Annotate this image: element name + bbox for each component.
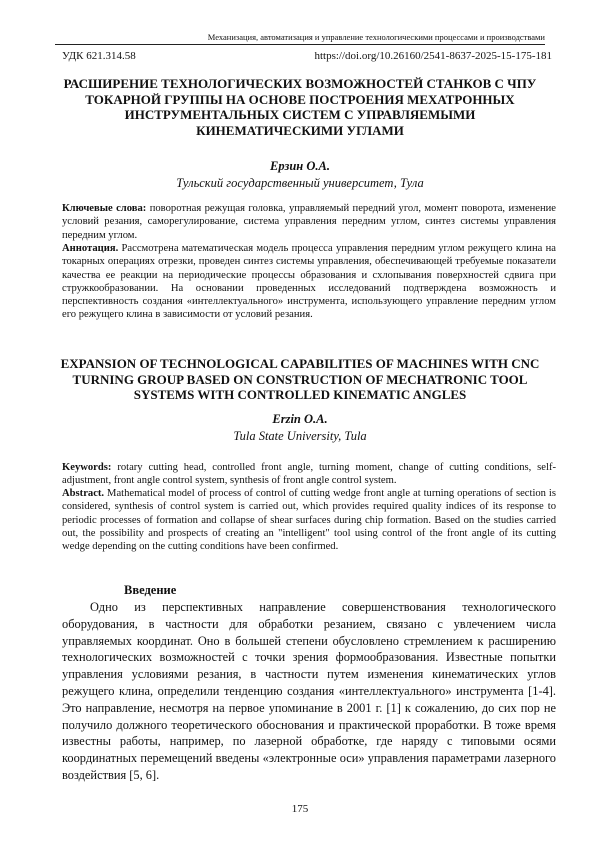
abstract-russian <box>62 242 556 322</box>
title-russian: РАСШИРЕНИЕ ТЕХНОЛОГИЧЕСКИХ ВОЗМОЖНОСТЕЙ СТАНКОВ С ЧПУ ТОКАРНОЙ ГРУППЫ НА ОСНОВЕ ПОСТРОЕНИЯ МЕХАТРОННЫХ ИНСТРУМЕНТАЛЬНЫХ СИСТЕМ С УПРАВЛЯЕМЫМИ КИНЕМАТИЧЕСКИМИ УГЛАМИ <box>55 76 545 138</box>
affiliation-russian: Тульский государственный университет, Тула <box>0 176 600 191</box>
author-english: Erzin O.A. <box>0 412 600 427</box>
abstract-label-russian: Аннотация. <box>62 243 118 254</box>
abstract-text-russian: Рассмотрена математическая модель процесса управления передним углом режущего клина на токарных операциях отрезки, проведен синтез системы управления, обеспечивающей требуемые показатели качества ее реакции на периодические процессы образования и схлопывания поверхностей сдвига при стружкообразовании. На основании проведенных исследований подтверждена возможность и перспективность создания «интеллектуального» инструмента, использующего управление передним углом его режущего клина в зависимости от условий резания. <box>62 243 556 320</box>
paper-page <box>0 0 600 849</box>
keywords-text-english: rotary cutting head, controlled front angle, turning moment, change of cutting conditions, self-adjustment, front angle control system, synthesis of front angle control system. <box>62 462 556 486</box>
running-head: Механизация, автоматизация и управление технологическими процессами и производствами <box>208 32 545 42</box>
udc-code: УДК 621.314.58 <box>62 50 136 62</box>
header-divider <box>55 44 545 45</box>
abstract-label-english: Abstract. <box>62 488 104 499</box>
title-english: EXPANSION OF TECHNOLOGICAL CAPABILITIES OF MACHINES WITH CNC TURNING GROUP BASED ON CONSTRUCTION OF MECHATRONIC TOOL SYSTEMS WITH CONTROLLED KINEMATIC ANGLES <box>55 356 545 403</box>
doi-link[interactable]: https://doi.org/10.26160/2541-8637-2025-15-175-181 <box>314 50 552 62</box>
keywords-english <box>62 461 556 488</box>
author-russian: Ерзин О.А. <box>0 159 600 174</box>
keywords-text-russian: поворотная режущая головка, управляемый передний угол, момент поворота, изменение условий резания, саморегулирование, система управления передним углом, синтез системы управления передним углом. <box>62 203 556 241</box>
section-heading-introduction: Введение <box>124 583 176 598</box>
affiliation-english: Tula State University, Tula <box>0 429 600 444</box>
abstract-text-english: Mathematical model of process of control of cutting wedge front angle at turning operations of section is considered, synthesis of control system is carried out, which provides required quality indices of its response to periodic processes of formation and collapse of shear surfaces during chip formation. Based on the studies carried out, the possibility and prospects of creating an "intelligent" tool using control of the front angle of its cutting wedge depending on the cutting conditions have been confirmed. <box>62 488 556 552</box>
abstract-english <box>62 487 556 553</box>
keywords-label-english: Keywords: <box>62 462 111 473</box>
introduction-paragraph: Одно из перспективных направление совершенствования технологического оборудования, в частности для обработки резанием, связано с увлечением числа управляемых координат. Оно в большей степени обусловлено стремлением к расширению технологических возможностей с точки зрения формообразования. Известные попытки управления условиями резания, в частности путем изменения кинематических углов режущего клина, определили тенденцию создания «интеллектуального» инструмента [1-4]. Это направление, несмотря на первое упоминание в 2001 г. [1] к сожалению, до сих пор не получило должного теоретического обоснования и практической проработки. В тоже время известны работы, например, по лазерной обработке, где наряду с типовыми осями координатных перемещений введены «электронные оси» управления параметрами лазерного воздействия [5, 6]. <box>62 599 556 784</box>
keywords-label-russian: Ключевые слова: <box>62 203 146 214</box>
page-number: 175 <box>0 803 600 815</box>
keywords-russian <box>62 202 556 242</box>
